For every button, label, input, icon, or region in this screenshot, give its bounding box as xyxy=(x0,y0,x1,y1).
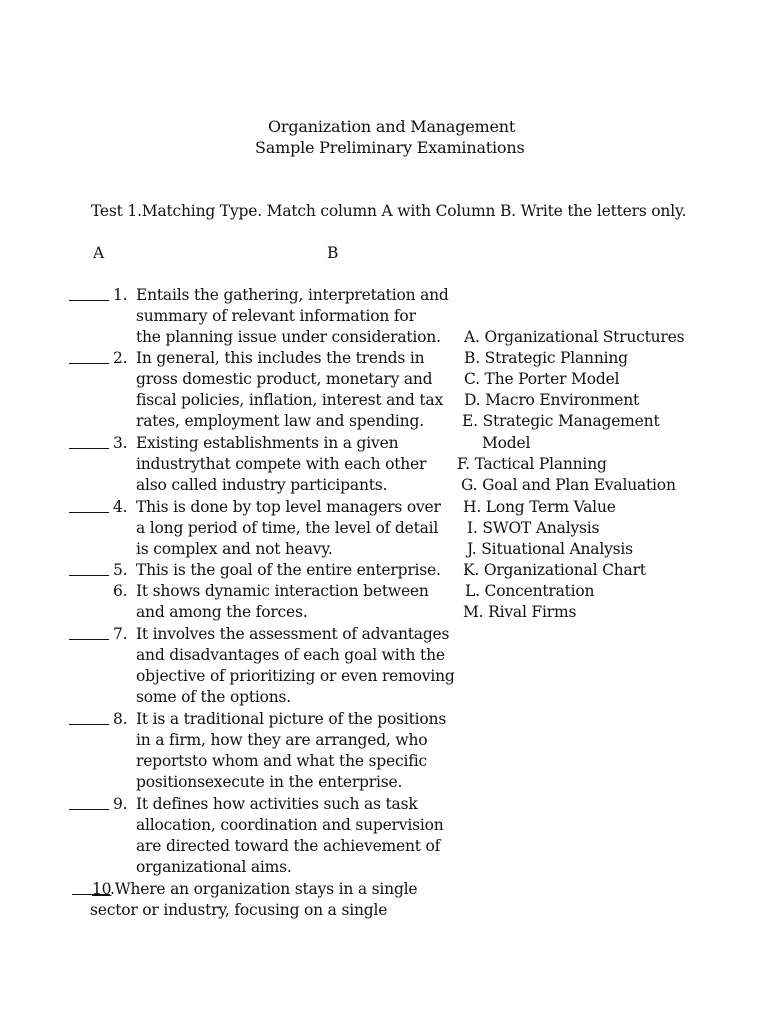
item-text-line: fiscal policies, inflation, interest and tax xyxy=(136,391,443,409)
item-text-line: It involves the assessment of advantages xyxy=(136,625,450,643)
test-instructions: Test 1.Matching Type. Match column A with Column B. Write the letters only. xyxy=(91,202,687,220)
item-text-line: This is the goal of the entire enterprise. xyxy=(136,561,441,579)
item-text-line: positionsexecute in the enterprise. xyxy=(136,773,403,791)
answer-blank[interactable] xyxy=(69,448,109,449)
choice-item: A. Organizational Structures xyxy=(464,328,685,346)
answer-blank[interactable] xyxy=(69,809,109,810)
answer-blank[interactable] xyxy=(69,639,109,640)
item-text-line: also called industry participants. xyxy=(136,476,388,494)
answer-blank[interactable] xyxy=(69,512,109,513)
column-b-header: B xyxy=(327,244,339,262)
page-subtitle: Sample Preliminary Examinations xyxy=(255,138,525,157)
item-text-line: rates, employment law and spending. xyxy=(136,412,424,430)
item-number: 10 xyxy=(92,880,112,898)
choice-item: H. Long Term Value xyxy=(463,498,616,516)
item-text-line: industrythat compete with each other xyxy=(136,455,427,473)
item-text-line: and disadvantages of each goal with the xyxy=(136,646,445,664)
item-text-line: .Where an organization stays in a single xyxy=(110,880,418,898)
item-number: 6. xyxy=(113,582,128,600)
item-text-line: the planning issue under consideration. xyxy=(136,328,441,346)
item-text-line: in a firm, how they are arranged, who xyxy=(136,731,428,749)
choice-item: G. Goal and Plan Evaluation xyxy=(461,476,676,494)
choice-item: B. Strategic Planning xyxy=(464,349,628,367)
item-text-line: objective of prioritizing or even removing xyxy=(136,667,455,685)
item-number: 9. xyxy=(113,795,128,813)
item-text-line: In general, this includes the trends in xyxy=(136,349,425,367)
choice-item: I. SWOT Analysis xyxy=(467,519,600,537)
item-text-line: a long period of time, the level of detail xyxy=(136,519,439,537)
item-text-line: gross domestic product, monetary and xyxy=(136,370,433,388)
item-text-line: reportsto whom and what the specific xyxy=(136,752,428,770)
choice-item: E. Strategic Management xyxy=(462,412,660,430)
item-number: 7. xyxy=(113,625,128,643)
page-title: Organization and Management xyxy=(268,117,516,136)
choice-item: F. Tactical Planning xyxy=(457,455,607,473)
item-text-line: organizational aims. xyxy=(136,858,292,876)
item-number: 3. xyxy=(113,434,128,452)
item-text-line: allocation, coordination and supervision xyxy=(136,816,444,834)
answer-blank[interactable] xyxy=(69,724,109,725)
item-text-line: Entails the gathering, interpretation and xyxy=(136,286,449,304)
answer-blank[interactable] xyxy=(69,300,109,301)
item-number: 8. xyxy=(113,710,128,728)
choice-item: D. Macro Environment xyxy=(464,391,640,409)
item-text-line: It shows dynamic interaction between xyxy=(136,582,429,600)
item-text-line: It is a traditional picture of the positions xyxy=(136,710,447,728)
column-a-header: A xyxy=(93,244,104,262)
choice-item: C. The Porter Model xyxy=(464,370,620,388)
choice-item: M. Rival Firms xyxy=(463,603,577,621)
item-text-line: summary of relevant information for xyxy=(136,307,416,325)
item-number: 5. xyxy=(113,561,128,579)
item-text-line: is complex and not heavy. xyxy=(136,540,333,558)
item-text-line: and among the forces. xyxy=(136,603,308,621)
item-text-line: It defines how activities such as task xyxy=(136,795,418,813)
choice-item: K. Organizational Chart xyxy=(463,561,646,579)
item-number: 1. xyxy=(113,286,128,304)
answer-blank[interactable] xyxy=(69,363,109,364)
item-text-line: some of the options. xyxy=(136,688,292,706)
answer-blank[interactable] xyxy=(69,575,109,576)
choice-item: L. Concentration xyxy=(465,582,595,600)
choice-item: J. Situational Analysis xyxy=(467,540,633,558)
item-text-line: Existing establishments in a given xyxy=(136,434,399,452)
item-text-line: are directed toward the achievement of xyxy=(136,837,441,855)
choice-item-continuation: Model xyxy=(482,434,531,452)
item-text-line: sector or industry, focusing on a single xyxy=(90,901,388,919)
item-number: 4. xyxy=(113,498,128,516)
item-text-line: This is done by top level managers over xyxy=(136,498,441,516)
item-number: 2. xyxy=(113,349,128,367)
